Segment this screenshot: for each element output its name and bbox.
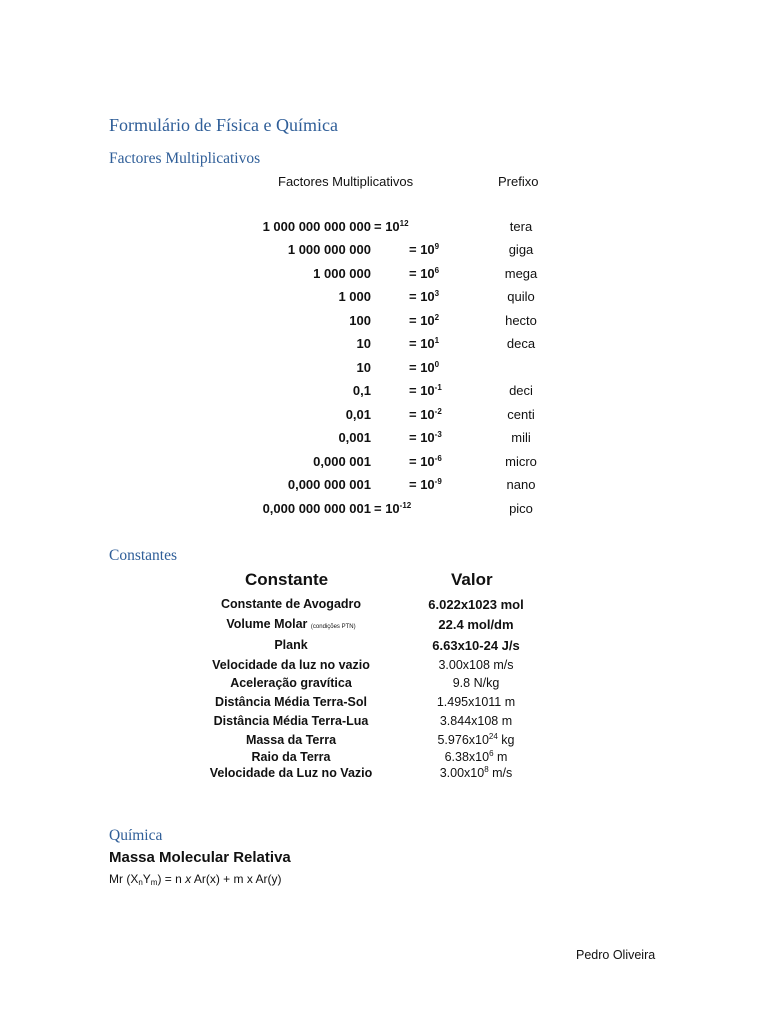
factor-number: 1 000 000 000 000: [262, 219, 371, 234]
quimica-subtitle: Massa Molecular Relativa: [109, 849, 291, 866]
formula-part-d: Ar(x) + m x Ar(y): [191, 872, 282, 886]
power-base: = 10: [409, 430, 435, 445]
power-base: = 10: [409, 336, 435, 351]
col-header-factor: Factores Multiplicativos: [278, 174, 414, 189]
prefix-name: giga: [508, 242, 534, 257]
factor-number: 0,1: [352, 383, 371, 398]
constant-name-text: Velocidade da luz no vazio: [212, 658, 370, 672]
power-base: = 10: [409, 407, 435, 422]
factor-number: 1 000: [338, 289, 371, 304]
power-base: = 10: [409, 242, 435, 257]
prefix-name: quilo: [507, 289, 535, 304]
power-exponent: -2: [434, 407, 442, 416]
power-exponent: 3: [434, 289, 440, 298]
col-header-prefix: Prefixo: [498, 174, 539, 189]
constant-value: 3.844x108 m: [439, 714, 513, 728]
power-exponent: -1: [434, 383, 442, 392]
factor-power: [409, 430, 442, 445]
power-exponent: -12: [399, 501, 412, 510]
section-title-quimica: Química: [109, 827, 163, 844]
constant-value: [396, 766, 556, 780]
power-exponent: 1: [434, 336, 440, 345]
power-base: = 10: [409, 266, 435, 281]
prefix-name: deca: [506, 336, 536, 351]
constant-name: [161, 676, 421, 690]
constant-value: 3.00x108 m/s: [438, 658, 514, 672]
factor-power: [409, 242, 439, 257]
constant-note: (condições PTN): [310, 624, 356, 630]
value-base: 3.00x10: [439, 766, 485, 780]
formula-sub-n: n: [138, 878, 143, 887]
factor-number: 10: [356, 336, 371, 351]
constant-name-text: Massa da Terra: [245, 733, 337, 747]
factor-power: [409, 313, 439, 328]
value-unit: kg: [497, 733, 515, 747]
factor-number: 1 000 000: [313, 266, 371, 281]
constant-name-text: Aceleração gravítica: [230, 676, 352, 690]
factor-power: [409, 360, 439, 375]
prefix-name: mili: [511, 430, 531, 445]
power-exponent: -9: [434, 477, 442, 486]
power-base: = 10: [409, 313, 435, 328]
prefix-name: pico: [509, 501, 533, 516]
constant-name: [161, 714, 421, 728]
constant-name-text: Constante de Avogadro: [220, 597, 362, 611]
constant-name: [161, 750, 421, 764]
factor-number: 0,001: [338, 430, 371, 445]
constant-value: [396, 733, 556, 747]
power-exponent: 6: [434, 266, 440, 275]
value-base: 5.976x10: [437, 733, 489, 747]
constant-name: [161, 733, 421, 747]
power-base: = 10: [409, 454, 435, 469]
constant-name-text: Distância Média Terra-Sol: [215, 695, 367, 709]
col-header-constante: Constante: [245, 570, 329, 589]
factor-power: [374, 501, 411, 516]
prefix-name: hecto: [505, 313, 537, 328]
factor-power: [409, 454, 442, 469]
prefix-name: tera: [509, 219, 533, 234]
factor-number: 0,000 001: [313, 454, 371, 469]
factor-number: 100: [349, 313, 371, 328]
factor-power: [374, 219, 409, 234]
factor-number: 0,01: [345, 407, 371, 422]
constant-name-text: Raio da Terra: [251, 750, 331, 764]
constant-name: [161, 638, 421, 652]
power-exponent: -6: [434, 454, 442, 463]
constant-name-text: Velocidade da Luz no Vazio: [209, 766, 373, 780]
factor-power: [409, 289, 439, 304]
prefix-name: micro: [505, 454, 537, 469]
col-header-valor: Valor: [451, 570, 493, 589]
constant-name: [161, 617, 421, 631]
page-title: Formulário de Física e Química: [109, 115, 338, 135]
factor-number: 1 000 000 000: [287, 242, 371, 257]
power-base: = 10: [409, 383, 435, 398]
constant-name: [161, 658, 421, 672]
constant-value: 6.022x1023 mol: [428, 597, 524, 612]
constant-name: [161, 695, 421, 709]
power-base: = 10: [374, 501, 400, 516]
formula-part-b: Y: [142, 872, 151, 886]
power-exponent: 9: [434, 242, 440, 251]
constant-value: 6.63x10-24 J/s: [432, 638, 520, 653]
constant-value: [396, 750, 556, 764]
formula-part-a: Mr (X: [109, 872, 139, 886]
factor-power: [409, 266, 439, 281]
author-name: Pedro Oliveira: [576, 948, 656, 962]
constant-name-text: Plank: [274, 638, 308, 652]
formula-mr: [109, 872, 282, 886]
power-exponent: 12: [399, 219, 409, 228]
factor-power: [409, 336, 439, 351]
constant-name-text: Distância Média Terra-Lua: [213, 714, 369, 728]
factor-number: 10: [356, 360, 371, 375]
prefix-name: centi: [507, 407, 535, 422]
prefix-name: nano: [506, 477, 536, 492]
value-exponent: 6: [489, 749, 494, 758]
constant-name: [161, 766, 421, 780]
factor-number: 0,000 000 001: [287, 477, 371, 492]
power-base: = 10: [409, 289, 435, 304]
constant-value: 9.8 N/kg: [452, 676, 500, 690]
formula-part-x: x: [185, 872, 192, 886]
power-exponent: 0: [434, 360, 440, 369]
prefix-name: deci: [509, 383, 533, 398]
value-base: 6.38x10: [444, 750, 490, 764]
formula-sub-m: m: [150, 878, 158, 887]
power-exponent: -3: [434, 430, 442, 439]
constant-value: 22.4 mol/dm: [438, 617, 514, 632]
factor-power: [409, 407, 442, 422]
constant-name: [161, 597, 421, 611]
power-exponent: 2: [434, 313, 440, 322]
value-unit: m: [493, 750, 508, 764]
value-exponent: 24: [488, 732, 498, 741]
constant-name-text: Volume Molar: [226, 617, 308, 631]
factor-power: [409, 383, 442, 398]
power-base: = 10: [409, 477, 435, 492]
section-title-constantes: Constantes: [109, 547, 178, 564]
section-title-multiplicativos: Factores Multiplicativos: [109, 150, 261, 167]
formula-part-c: ) = n: [157, 872, 186, 886]
prefix-name: mega: [504, 266, 538, 281]
factor-power: [409, 477, 442, 492]
value-exponent: 8: [484, 765, 489, 774]
value-unit: m/s: [488, 766, 513, 780]
power-base: = 10: [409, 360, 435, 375]
constant-value: 1.495x1011 m: [436, 695, 516, 709]
power-base: = 10: [374, 219, 400, 234]
factor-number: 0,000 000 000 001: [262, 501, 371, 516]
